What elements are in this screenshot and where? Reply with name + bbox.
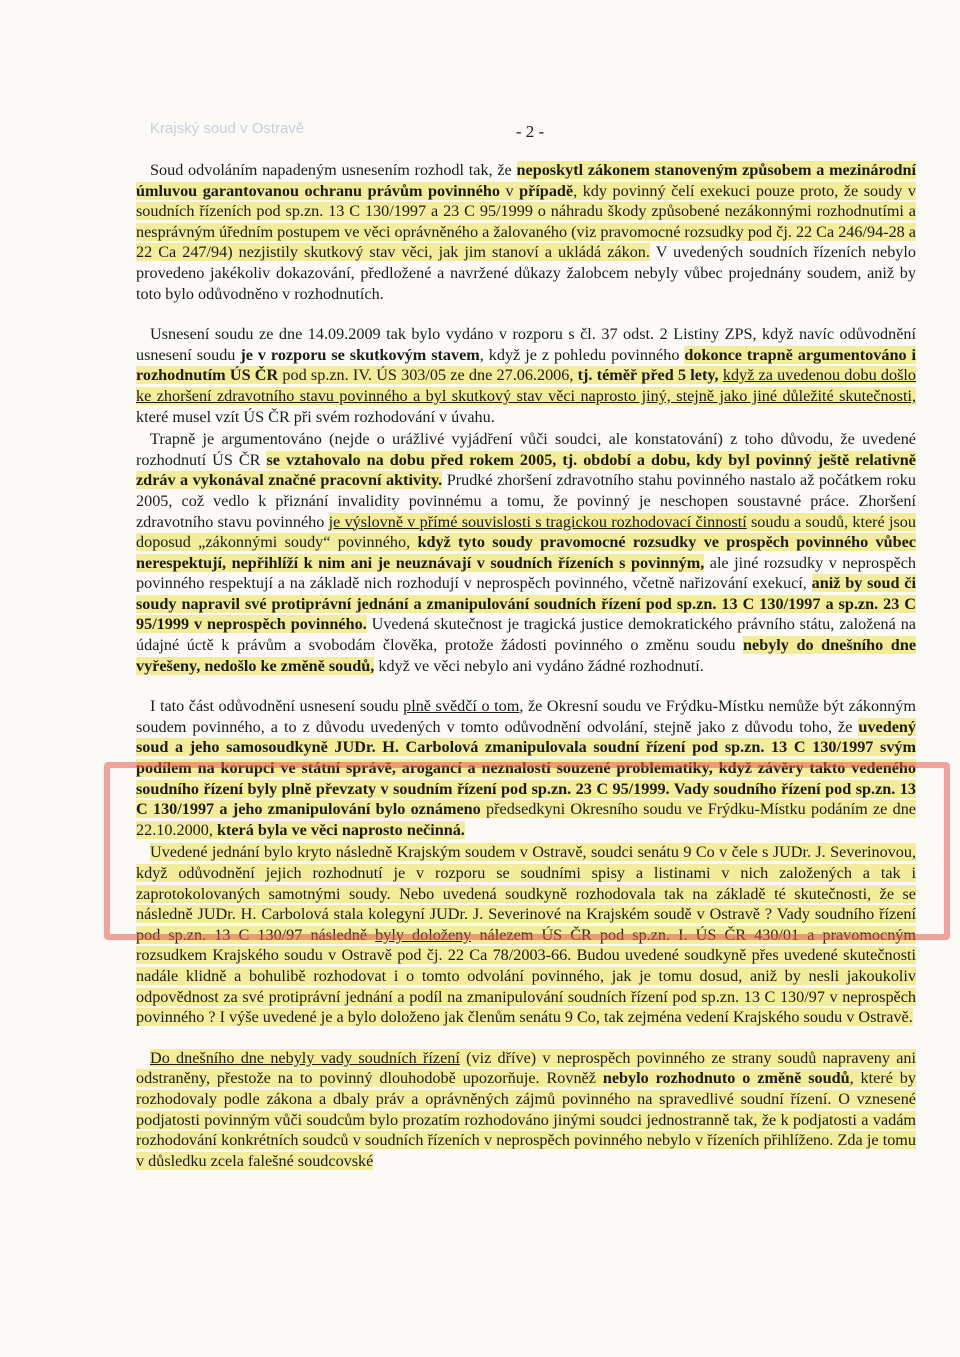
text-run: Do dnešního dne nebyly vady soudních řízení [150,1048,460,1067]
text-run: aniž by soud či soudy napravil své protiprávní jednání a zmanipulování soudních řízení pod sp.zn. 13 C 130/1997 a sp.zn. 23 C 95/1999 v neprospěch povinného. [136,574,916,634]
text-run: , kdy povinný čelí exekuci pouze proto, že soudy v soudních řízeních pod sp.zn. 13 C 130/1997 a 23 C 95/1999 o náhradu škody způsobené nezákonnými rozhodnutími a nesprávným úředním postupem ve věci oprávněného a žalovaného (viz pravomocné rozsudky pod čj. 22 Ca 246/94-28 a 22 Ca 247/94) nezjistily skutkový stav věci, jak jim stanoví a ukládá zákon. [136,181,916,262]
text-run: , že Okresní soudu ve Frýdku-Místku nemůže být zákonným soudem povinného, a to z důvodu uvedených v tomto odůvodnění odvolání, stejně jako z důvodu toho, že [136,697,916,736]
text-run: když ve věci nebylo ani vydáno žádné rozhodnutí. [374,656,704,675]
page-number: - 2 - [515,122,545,141]
bleed-through-header: Krajský soud v Ostravě [150,120,305,137]
text-run: v [499,181,520,200]
text-run: (viz dříve) v neprospěch povinného ze strany soudů napraveny ani odstraněny, přestože na to povinný dlouhodobě upozorňuje. Rovněž [136,1048,916,1088]
text-run: V uvedených soudních řízeních nebylo provedeno jakékoliv dokazování, předložené a navržené důkazy žalobcem nebyly vůbec projednány soudem, aniž by toto bylo odůvodněno v rozhodnutích. [136,243,917,303]
text-run: Usnesení soudu ze dne 14.09.2009 tak bylo vydáno v rozporu s čl. 37 odst. 2 Listiny ZPS, když navíc odůvodnění usnesení soudu [136,325,916,364]
text-run: byly doloženy [375,925,472,944]
text-run: ale jiné rozsudky v neprospěch povinného respektují a na základě nich rozhodují v neprospěch povinného, včetně nařizování exekucí, [136,553,917,593]
paragraph-3 [136,429,916,676]
text-run: I tato část odůvodnění usnesení soudu [150,697,404,716]
text-run: , když je z pohledu povinného [479,345,685,364]
paragraph-1 [136,160,916,304]
text-run: předsedkyni Okresního soudu ve Frýdku-Místku podáním ze dne 22.10.2000, [136,800,916,839]
text-run: Uvedená skutečnost je tragická justice demokratického právního státu, založená na údajné úctě k právům a svobodám člověka, protože žádosti povinného o změnu soudu [136,615,916,655]
paragraph-6 [136,1048,916,1172]
text-run: Nebo uvedená soudkyně rozhodovala tak na základě té skutečnosti, že se následně JUDr. H. Carbolová stala kolegyní JUDr. J. Severinové na Krajském soudě v Ostravě ? Vady soudního řízení pod sp.zn. 13 C 130/97 následně [136,884,916,944]
document-body [136,160,916,1171]
text-run: nálezem ÚS ČR pod sp.zn. I. ÚS ČR 430/01 a pravomocným rozsudkem Krajského soudu v Ostravě pod čj. 22 Ca 78/2003-66. Budou uvedené soudkyně přes uvedené skutečnosti nadále klidně a bohulibě rozhodovat i o tomto odvolání povinného, jak je tomu dosud, aniž by nesli jakoukoliv odpovědnost za své protiprávní jednání a podíl na zmanipulování soudních řízení pod sp.zn. 13 C 130/97 v neprospěch povinného ? I výše uvedené je a bylo doloženo jak členům senátu 9 Co, tak zejména vedení Krajského soudu v Ostravě. [136,925,916,1027]
text-run: je výslovně v přímé souvislosti s tragickou rozhodovací činností [328,512,747,531]
text-run: které musel vzít ÚS ČR při svém rozhodování v úvahu. [136,407,495,426]
text-run: , které by rozhodovaly podle zákona a dbaly práv a oprávněných zájmů povinného na spravedlivé soudní řízení. O vznesené podjatosti povinným vůči soudcům bylo prozatím rozhodováno jinými soudci jednostranně tak, že k podjatosti a vadám rozhodování konkrétních soudců v soudních řízeních v neprospěch povinného nebylo v řízeních přihlíženo. Zda je tomu v důsledku zcela falešné soudcovské [136,1069,916,1170]
text-run: neposkytl zákonem stanoveným způsobem a mezinárodní úmluvou garantovanou ochranu právům povinného [136,161,917,200]
text-run: Uvedené jednání bylo kryto následně Krajským soudem v Ostravě, soudci senátu 9 Co v čele s JUDr. J. Severinovou, když odůvodnění jejich rozhodnutí je v rozporu se soudními spisy a listinami v nich založených a tak i zaprotokolovaných samotnými soudy. [136,843,916,903]
text-run: nebyly do dnešního dne vyřešeny, nedošlo ke změně soudů, [136,636,917,675]
text-run: Soud odvoláním napadeným usnesením rozhodl tak, že [150,161,517,179]
text-run: soudu a soudů, které jsou doposud „zákonnými soudy“ povinného, [136,512,916,552]
text-run: plně svědčí o tom [403,697,520,716]
text-run: když za uvedenou dobu došlo ke zhoršení zdravotního stavu povinného a byl skutkový stav věci naprosto jiný, stejně jako jiné důležité skutečnosti, [136,366,916,405]
text-run: případě [519,181,574,200]
text-run: když tyto soudy pravomocné rozsudky ve prospěch povinného vůbec nerespektují, nepřihlíží k nim ani je neuznávají v soudních řízeních s povinným, [136,533,916,572]
text-run: nebylo rozhodnuto o změně soudů [602,1069,850,1088]
text-run: se vztahovalo na dobu před rokem 2005, tj. období a dobu, kdy byl povinný ještě relativně zdráv a vykonával značné pracovní aktivity. [136,450,916,490]
text-run: pod sp.zn. IV. ÚS 303/05 ze dne 27.06.2006, [278,366,578,385]
paragraph-5 [136,842,916,1027]
text-run: která byla ve věci naprosto nečinná. [216,820,465,839]
text-run: Trapně je argumentováno (nejde o urážlivé vyjádření vůči soudci, ale konstatování) z toho důvodu, že uvedené rozhodnutí ÚS ČR [136,430,916,469]
text-run: tj. téměř před 5 lety, [577,366,723,385]
paragraph-2 [136,324,916,427]
text-run: uvedený soud a jeho samosoudkyně JUDr. H. Carbolová zmanipulovala soudní řízení pod sp.zn. 13 C 130/1997 svým podílem na korupci ve státní správě, arogancí a neznalostí souzené problematiky, když závěry takto vedeného soudního řízení byly plně převzaty v soudním řízení pod sp.zn. 23 C 95/1999. Vady soudního řízení pod sp.zn. 13 C 130/1997 a jeho zmanipulování bylo oznámeno [136,717,916,819]
paragraph-4 [136,696,916,840]
text-run: je v rozporu se skutkovým stavem [240,345,480,364]
text-run: Prudké zhoršení zdravotního stahu povinného nastalo až počátkem roku 2005, což vedlo k přiznání invalidity povinnému a tomu, že povinný je neschopen soustavné práce. Zhoršení zdravotního stavu povinného [136,471,916,531]
text-run: dokonce trapně argumentováno i rozhodnutím ÚS ČR [136,345,917,385]
